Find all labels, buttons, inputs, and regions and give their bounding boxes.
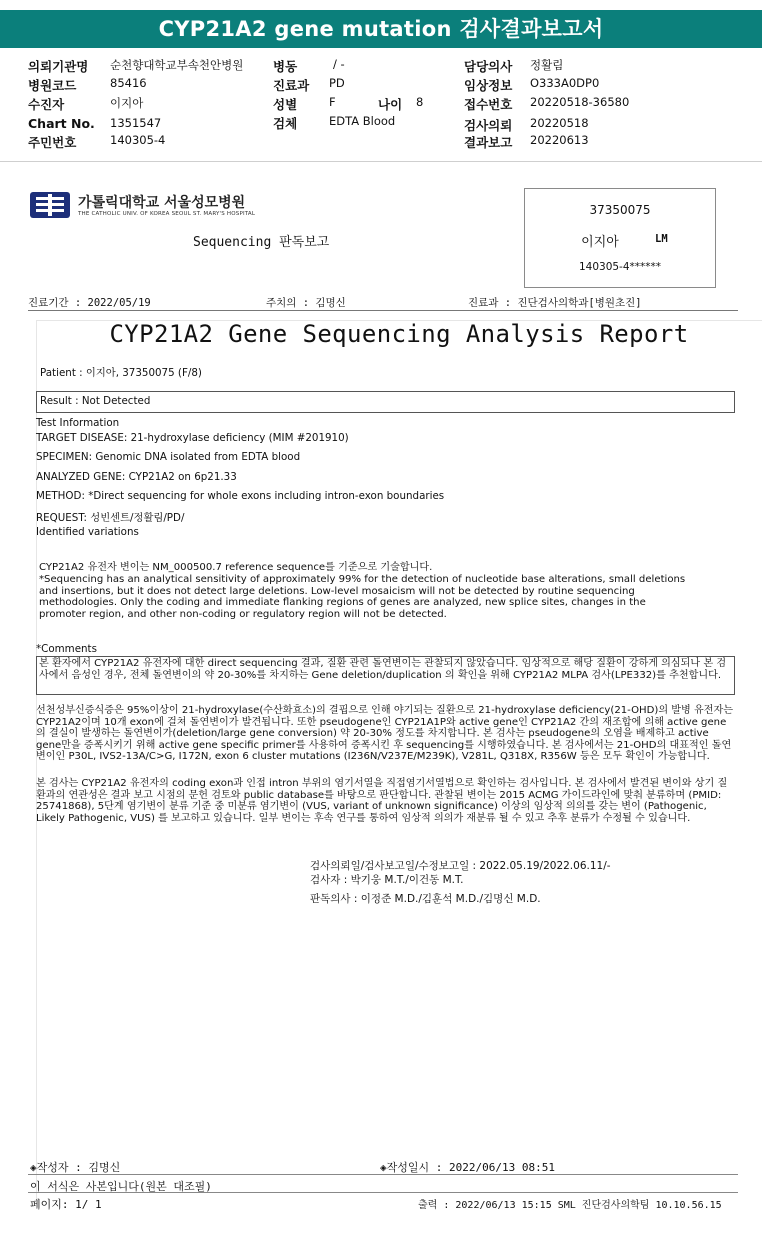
specimen-line: SPECIMEN: Genomic DNA isolated from EDTA blood (36, 451, 301, 463)
footer-print-info: 출력 : 2022/06/13 15:15 SML 진단검사의학팀 10.10.56.15 (418, 1200, 722, 1211)
comment-text: 본 환자에서 CYP21A2 유전자에 대한 direct sequencing 결과, 질환 관련 돌연변이는 관찰되지 않았습니다. 임상적으로 해당 질환이 강하게 의심되나 본 검사에서 음성인 경우, 전체 돌연변이의 약 20-30%를 차지하는 Gene deletion/duplication 의 확인을 위해 CYP21A2 MLPA 검사(LPE332)를 추천합니다. (39, 658, 727, 681)
header-label-patient: 수진자 (28, 97, 65, 112)
attending-physician: 주치의 : 김명신 (266, 297, 346, 309)
result-text: Result : Not Detected (40, 395, 151, 407)
header-value-report-date: 20220613 (530, 133, 589, 147)
info-divider (28, 310, 738, 311)
result-box (36, 391, 735, 413)
header-value-institution: 순천향대학교부속천안병원 (110, 58, 244, 72)
header-value-specimen: EDTA Blood (329, 114, 396, 128)
header-label-receipt-no: 접수번호 (464, 97, 513, 112)
visit-department: 진료과 : 진단검사의학과[병원초진] (468, 297, 642, 309)
header-label-request-date: 검사의뢰 (464, 118, 513, 133)
header-value-request-date: 20220518 (530, 116, 589, 130)
footer-divider-top (28, 1174, 738, 1175)
reference-sequence-note: CYP21A2 유전자 변이는 NM_000500.7 reference sequence를 기준으로 기술합니다. (39, 562, 433, 573)
header-value-chart-no: 1351547 (110, 116, 162, 130)
footer-written-time: ◈작성일시 : 2022/06/13 08:51 (380, 1161, 555, 1174)
header-value-rrn: 140305-4 (110, 133, 166, 147)
target-disease: TARGET DISEASE: 21-hydroxylase deficiency (MIM #201910) (36, 432, 349, 444)
header-label-clinical-info: 임상정보 (464, 78, 513, 93)
footer-divider-bottom (28, 1192, 738, 1193)
interpretation-paragraph: 본 검사는 CYP21A2 유전자의 coding exon과 인접 intron 부위의 염기서열을 직접염기서열법으로 확인하는 검사입니다. 본 검사에서 발견된 변이와 상기 질환과의 연관성은 결과 보고 시점의 문헌 검토와 public database를 바탕으로 판단합니다. 관찰된 변이는 2015 ACMG 가이드라인에 맞춰 분류하며 (PMID: 25741868), 5단계 염기변이 분류 기준 중 미분류 염기변이 (VUS, variant of unknown significance) 이상의 임상적 의의를 갖는 변이 (Pathogenic, Likely Pathogenic, VUS) 를 보고하고 있습니다. 일부 변이는 후속 연구를 통하여 임상적 의의가 재분류 될 수 있고 추후 분류가 수정될 수 있습니다. (36, 778, 728, 824)
header-value-patient: 이지아 (110, 96, 144, 110)
sequencing-report-heading: Sequencing 판독보고 (193, 235, 330, 250)
visit-period: 진료기간 : 2022/05/19 (28, 297, 151, 309)
method-line: METHOD: *Direct sequencing for whole exons including intron-exon boundaries (36, 490, 445, 502)
patient-rrn-masked: 140305-4****** (578, 261, 662, 273)
header-divider (0, 161, 762, 162)
header-value-age: 8 (416, 95, 424, 109)
patient-name: 이지아 (581, 235, 619, 250)
analyzed-gene: ANALYZED GENE: CYP21A2 on 6p21.33 (36, 471, 237, 483)
header-label-ward: 병동 (273, 59, 298, 74)
patient-id-box (524, 188, 716, 288)
header-value-ward: / - (333, 57, 345, 71)
header-label-attending: 담당의사 (464, 59, 513, 74)
header-label-chart-no: Chart No. (28, 116, 95, 131)
background-paragraph: 선천성부신증식증은 95%이상이 21-hydroxylase(수산화효소)의 결핍으로 인해 야기되는 질환으로 21-hydroxylase deficiency(21-OHD)의 발병 유전자는 CYP21A2이며 10개 exon에 걸쳐 돌연변이가 발견됩니다. 또한 pseudogene인 CYP21A1P와 active gene인 CYP21A2 간의 재조합에 의해 active gene의 결실이 발생하는 돌연변이가(deletion/large gene conversion) 약 20-30% 정도를 차지합니다. 본 검사는 pseudogene의 오염을 배제하고 active gene만을 증폭시키기 위해 active gene specific primer를 사용하여 증폭시킨 후 sequencing를 시행하였습니다. 본 검사에서는 21-OHD의 대표적인 돌연변이인 P30L, IVS2-13A/C>G, I172N, exon 6 cluster mutations (I236N/V237E/M239K), V281L, Q318X, R356W 등은 모두 확인이 가능합니다. (36, 705, 733, 762)
header-label-hospital-code: 병원코드 (28, 78, 77, 93)
hospital-name: 가톨릭대학교 서울성모병원 (78, 195, 246, 211)
footer-page-number: 페이지: 1/ 1 (30, 1198, 102, 1211)
header-value-attending: 정활림 (530, 58, 564, 72)
patient-summary: Patient : 이지아, 37350075 (F/8) (40, 367, 202, 379)
footer-writer: ◈작성자 : 김명신 (30, 1161, 121, 1174)
footer-copy-note: 이 서식은 사본입니다(원본 대조필) (30, 1180, 212, 1193)
identified-variations-heading: Identified variations (36, 526, 139, 538)
report-heading: CYP21A2 Gene Sequencing Analysis Report (109, 320, 689, 348)
comments-heading: *Comments (36, 643, 97, 655)
patient-code: LM (655, 233, 668, 245)
request-line: REQUEST: 성빈센트/정활림/PD/ (36, 512, 185, 524)
test-info-heading: Test Information (36, 417, 120, 429)
patient-number: 37350075 (589, 203, 651, 217)
report-title-bar: CYP21A2 gene mutation 검사결과보고서 (0, 10, 762, 48)
header-value-receipt-no: 20220518-36580 (530, 95, 630, 109)
header-label-sex: 성별 (273, 97, 298, 112)
signature-doctors: 판독의사 : 이정준 M.D./김훈석 M.D./김명신 M.D. (310, 893, 541, 905)
header-label-specimen: 검체 (273, 116, 298, 131)
header-value-clinical-info: O333A0DP0 (530, 76, 600, 90)
signature-dates: 검사의뢰일/검사보고일/수정보고일 : 2022.05.19/2022.06.11/- (310, 860, 611, 872)
header-value-department: PD (329, 76, 345, 90)
signature-technicians: 검사자 : 박기웅 M.T./이건동 M.T. (310, 874, 464, 886)
comment-box (36, 656, 735, 695)
header-label-rrn: 주민번호 (28, 135, 77, 150)
header-label-department: 진료과 (273, 78, 310, 93)
hospital-logo-icon (30, 192, 70, 218)
header-value-hospital-code: 85416 (110, 76, 147, 90)
header-label-institution: 의뢰기관명 (28, 59, 89, 74)
header-label-age: 나이 (378, 97, 403, 112)
sequencing-limitations-note: *Sequencing has an analytical sensitivity of approximately 99% for the detection of nucleotide base alterations, small deletions and insertions, but it does not detect large deletions. Low-level mosaicism will not be detected by routine sequencing methodologies. Only the coding and immediate flanking regions of genes are analyzed, new splice sites, changes in the promoter region, and other non-coding or regulatory region will not be detected. (39, 574, 686, 620)
hospital-name-english: THE CATHOLIC UNIV. OF KOREA SEOUL ST. MARY'S HOSPITAL (78, 211, 256, 217)
header-label-report-date: 결과보고 (464, 135, 513, 150)
header-value-sex: F (329, 95, 336, 109)
